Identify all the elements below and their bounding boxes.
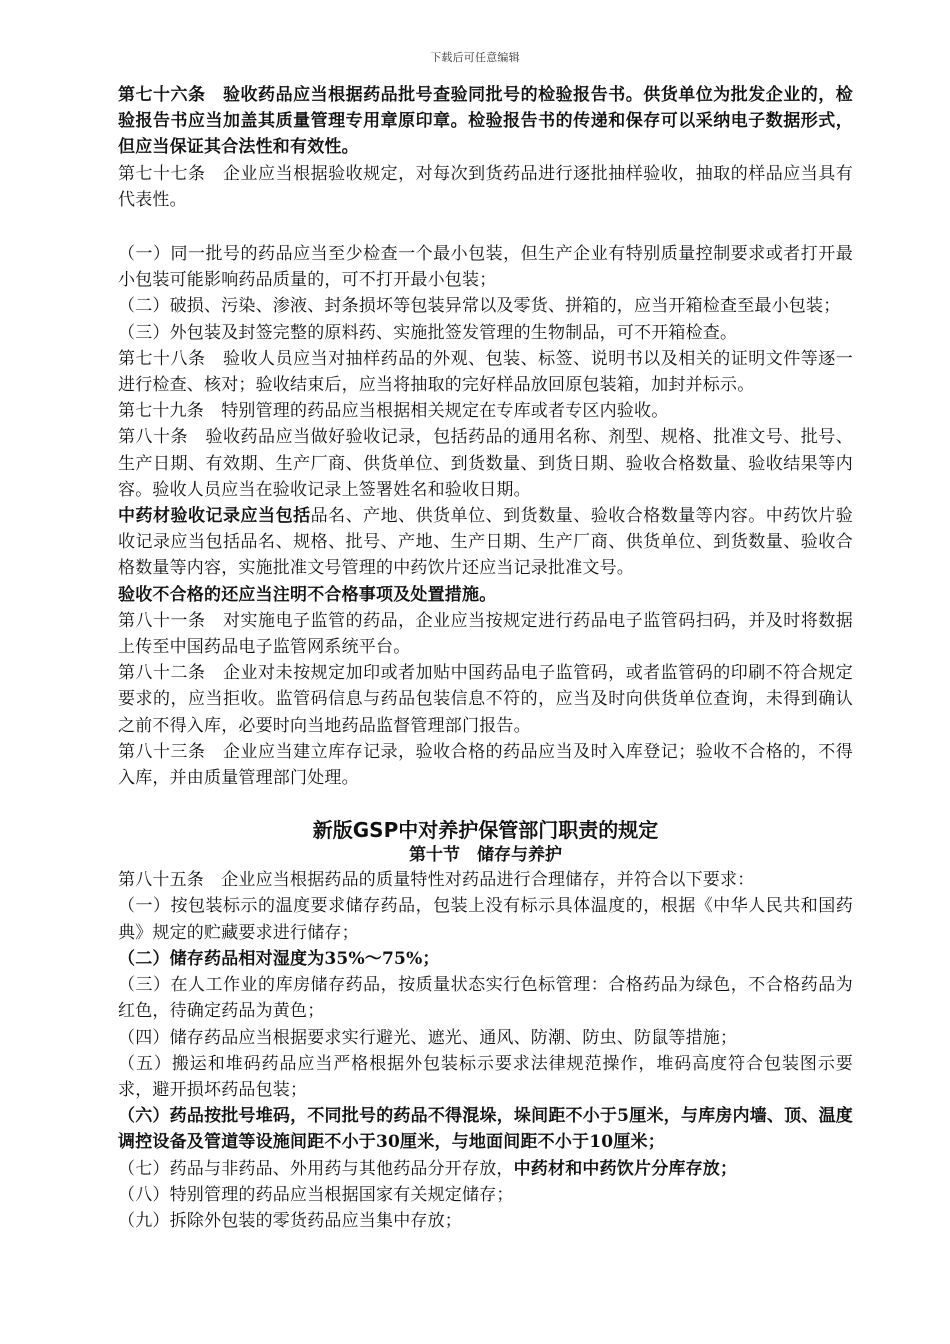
article-85-item-3: （三）在人工作业的库房储存药品，按质量状态实行色标管理：合格药品为绿色，不合格药品为红色，待确定药品为黄色；: [118, 975, 853, 1022]
article-77-item-3: （三）外包装及封签完整的原料药、实施批签发管理的生物制品，可不开箱检查。: [118, 322, 738, 343]
section-title: 新版GSP中对养护保管部门职责的规定: [312, 818, 659, 843]
herbal-records-bold: 中药材验收记录应当包括: [118, 506, 311, 527]
article-77: 第七十七条 企业应当根据验收规定，对每次到货药品进行逐批抽样验收，抽取的样品应当具有代表性。: [118, 163, 853, 210]
article-85-item-8: （八）特别管理的药品应当根据国家有关规定储存；: [118, 1184, 514, 1205]
herbal-records-rest: 品名、产地、供货单位、到货数量、验收合格数量等内容。中药饮片验收记录应当包括品名、规格、批号、产地、生产日期、生产厂商、供货单位、到货数量、验收合格数量等内容，实施批准文号管理的中药饮片还应当记录批准文号。: [118, 506, 854, 579]
article-85-item-1: （一）按包装标示的温度要求储存药品，包装上没有标示具体温度的，根据《中华人民共和国药典》规定的贮藏要求进行储存；: [118, 896, 853, 943]
blank-line: [118, 213, 853, 241]
page-header: 下载后可任意编辑: [430, 51, 520, 64]
article-85-item-2: （二）储存药品相对湿度为35%～75%；: [118, 948, 440, 969]
article-85: 第八十五条 企业应当根据药品的质量特性对药品进行合理储存，并符合以下要求：: [118, 870, 755, 891]
section-gap: [118, 791, 853, 817]
item-7-bold: 中药材和中药饮片分库存放；: [513, 1158, 738, 1179]
item-7-plain: （七）药品与非药品、外用药与其他药品分开存放，: [118, 1158, 514, 1179]
article-81: 第八十一条 对实施电子监管的药品，企业应当按规定进行药品电子监管码扫码，并及时将数据上传至中国药品电子监管网系统平台。: [118, 610, 853, 658]
article-77-item-2: （二）破损、污染、渗液、封条损坏等包装异常以及零货、拼箱的，应当开箱检查至最小包装；: [118, 296, 841, 317]
article-83: 第八十三条 企业应当建立库存记录，验收合格的药品应当及时入库登记；验收不合格的，不得入库，并由质量管理部门处理。: [118, 741, 853, 789]
article-82: 第八十二条 企业对未按规定加印或者加贴中国药品电子监管码，或者监管码的印刷不符合规定要求的，应当拒收。监管码信息与药品包装信息不符的，应当及时向供货单位查询，未得到确认之前不得入库，必要时向当地药品监督管理部门报告。: [118, 663, 853, 736]
article-85-item-4: （四）储存药品应当根据要求实行避光、遮光、通风、防潮、防虫、防鼠等措施；: [118, 1027, 738, 1048]
article-85-item-5: （五）搬运和堆码药品应当严格根据外包装标示要求法律规范操作，堆码高度符合包装图示要求，避开损坏药品包装；: [118, 1053, 853, 1100]
document-body: [118, 82, 853, 1234]
article-77-item-1: （一）同一批号的药品应当至少检查一个最小包装，但生产企业有特别质量控制要求或者打开最小包装可能影响药品质量的，可不打开最小包装；: [118, 244, 853, 291]
section-subtitle: 第十节 储存与养护: [409, 845, 562, 866]
article-80-nonconforming: 验收不合格的还应当注明不合格事项及处置措施。: [118, 584, 497, 605]
article-78: 第七十八条 验收人员应当对抽样药品的外观、包装、标签、说明书以及相关的证明文件等逐一进行检查、核对；验收结束后，应当将抽取的完好样品放回原包装箱，加封并标示。: [118, 348, 853, 396]
article-80-herbal-records: [118, 503, 853, 582]
article-80: 第八十条 验收药品应当做好验收记录，包括药品的通用名称、剂型、规格、批准文号、批号、生产日期、有效期、生产厂商、供货单位、到货数量、到货日期、验收合格数量、验收结果等内容。验收人员应当在验收记录上签署姓名和验收日期。: [118, 427, 853, 500]
article-85-item-7: [118, 1156, 853, 1182]
article-85-item-9: （九）拆除外包装的零货药品应当集中存放；: [118, 1210, 462, 1231]
article-79: 第七十九条 特别管理的药品应当根据相关规定在专库或者专区内验收。: [118, 401, 669, 422]
article-76: 第七十六条 验收药品应当根据药品批号查验同批号的检验报告书。供货单位为批发企业的，检验报告书应当加盖其质量管理专用章原印章。检验报告书的传递和保存可以采纳电子数据形式，但应当保证其合法性和有效性。: [118, 85, 853, 158]
article-85-item-6: （六）药品按批号堆码，不同批号的药品不得混垛，垛间距不小于5厘米，与库房内墙、顶、温度调控设备及管道等设施间距不小于30厘米，与地面间距不小于10厘米；: [118, 1106, 853, 1153]
